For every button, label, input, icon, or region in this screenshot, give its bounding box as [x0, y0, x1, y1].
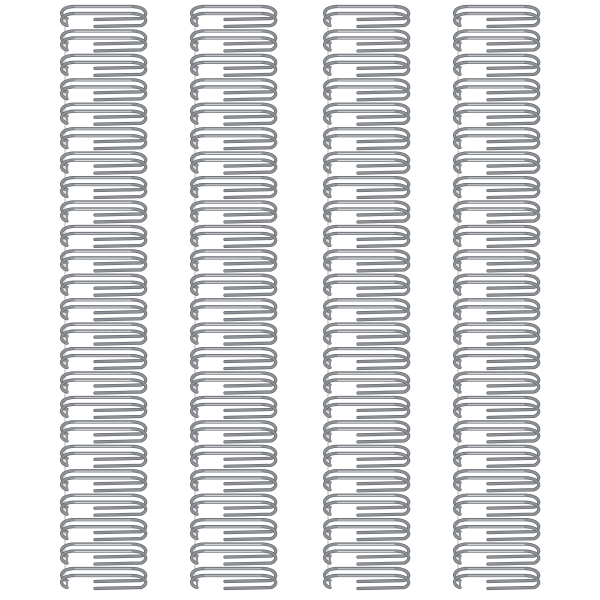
wire-loop	[455, 324, 539, 344]
wire-loop	[192, 544, 276, 564]
wire-loop	[192, 31, 276, 51]
wire-loop	[455, 544, 539, 564]
wire-loop	[62, 226, 146, 246]
wire-loop	[62, 153, 146, 173]
wire-loop	[62, 373, 146, 393]
wire-loop	[62, 324, 146, 344]
wire-loop	[192, 373, 276, 393]
wire-loop	[325, 373, 409, 393]
wire-loop	[455, 178, 539, 198]
wire-loop	[62, 129, 146, 149]
wire-binding-spine-4	[448, 0, 548, 600]
wire-loop	[325, 422, 409, 442]
wire-loop	[325, 471, 409, 491]
wire-loop	[192, 300, 276, 320]
wire-loop	[455, 251, 539, 271]
wire-loop	[325, 251, 409, 271]
wire-loop	[455, 80, 539, 100]
wire-loop	[62, 446, 146, 466]
wire-loop	[192, 55, 276, 75]
wire-loop	[455, 349, 539, 369]
wire-loop	[192, 275, 276, 295]
wire-loop	[455, 300, 539, 320]
wire-loop	[325, 275, 409, 295]
wire-loop	[455, 569, 539, 589]
wire-loop	[62, 422, 146, 442]
wire-loop	[62, 104, 146, 124]
wire-loop	[325, 202, 409, 222]
wire-loop	[325, 80, 409, 100]
wire-loop	[455, 397, 539, 417]
wire-loop	[455, 129, 539, 149]
wire-loop	[325, 520, 409, 540]
wire-binding-spine-3	[318, 0, 418, 600]
wire-loop	[192, 520, 276, 540]
wire-loop	[325, 31, 409, 51]
wire-binding-spine-1	[55, 0, 155, 600]
wire-loop	[325, 397, 409, 417]
wire-loop	[455, 471, 539, 491]
wire-loop	[325, 178, 409, 198]
wire-loop	[325, 153, 409, 173]
wire-loop	[62, 80, 146, 100]
wire-loop	[455, 275, 539, 295]
wire-loop	[62, 7, 146, 27]
wire-loop	[325, 495, 409, 515]
wire-loop	[62, 520, 146, 540]
wire-loop	[455, 104, 539, 124]
wire-loop	[325, 300, 409, 320]
wire-loop	[62, 569, 146, 589]
wire-loop	[325, 55, 409, 75]
wire-loop	[192, 202, 276, 222]
wire-loop	[192, 80, 276, 100]
wire-loop	[455, 226, 539, 246]
wire-loop	[192, 471, 276, 491]
wire-loop	[62, 55, 146, 75]
wire-loop	[455, 446, 539, 466]
wire-loop	[192, 324, 276, 344]
wire-loop	[62, 275, 146, 295]
wire-loop	[192, 349, 276, 369]
wire-loop	[192, 251, 276, 271]
wire-loop	[192, 104, 276, 124]
wire-loop	[192, 178, 276, 198]
wire-loop	[192, 129, 276, 149]
wire-loop	[62, 349, 146, 369]
wire-loop	[62, 251, 146, 271]
wire-loop	[455, 520, 539, 540]
wire-loop	[325, 569, 409, 589]
wire-loop	[192, 446, 276, 466]
wire-loop	[62, 544, 146, 564]
wire-loop	[455, 7, 539, 27]
wire-loop	[455, 31, 539, 51]
wire-loop	[192, 495, 276, 515]
wire-loop	[325, 446, 409, 466]
wire-loop	[325, 349, 409, 369]
wire-loop	[325, 544, 409, 564]
wire-loop	[325, 104, 409, 124]
wire-loop	[325, 324, 409, 344]
wire-loop	[455, 55, 539, 75]
wire-loop	[62, 471, 146, 491]
wire-loop	[62, 397, 146, 417]
wire-loop	[455, 373, 539, 393]
wire-loop	[192, 226, 276, 246]
wire-loop	[192, 7, 276, 27]
wire-loop	[192, 153, 276, 173]
wire-loop	[192, 397, 276, 417]
wire-loop	[455, 495, 539, 515]
wire-loop	[62, 202, 146, 222]
wire-loop	[325, 129, 409, 149]
wire-loop	[62, 31, 146, 51]
wire-loop	[62, 495, 146, 515]
wire-loop	[192, 422, 276, 442]
wire-loop	[62, 300, 146, 320]
wire-loop	[62, 178, 146, 198]
wire-loop	[455, 153, 539, 173]
wire-loop	[325, 7, 409, 27]
wire-loop	[192, 569, 276, 589]
wire-loop	[325, 226, 409, 246]
wire-loop	[455, 422, 539, 442]
wire-binding-spine-2	[185, 0, 285, 600]
wire-loop	[455, 202, 539, 222]
